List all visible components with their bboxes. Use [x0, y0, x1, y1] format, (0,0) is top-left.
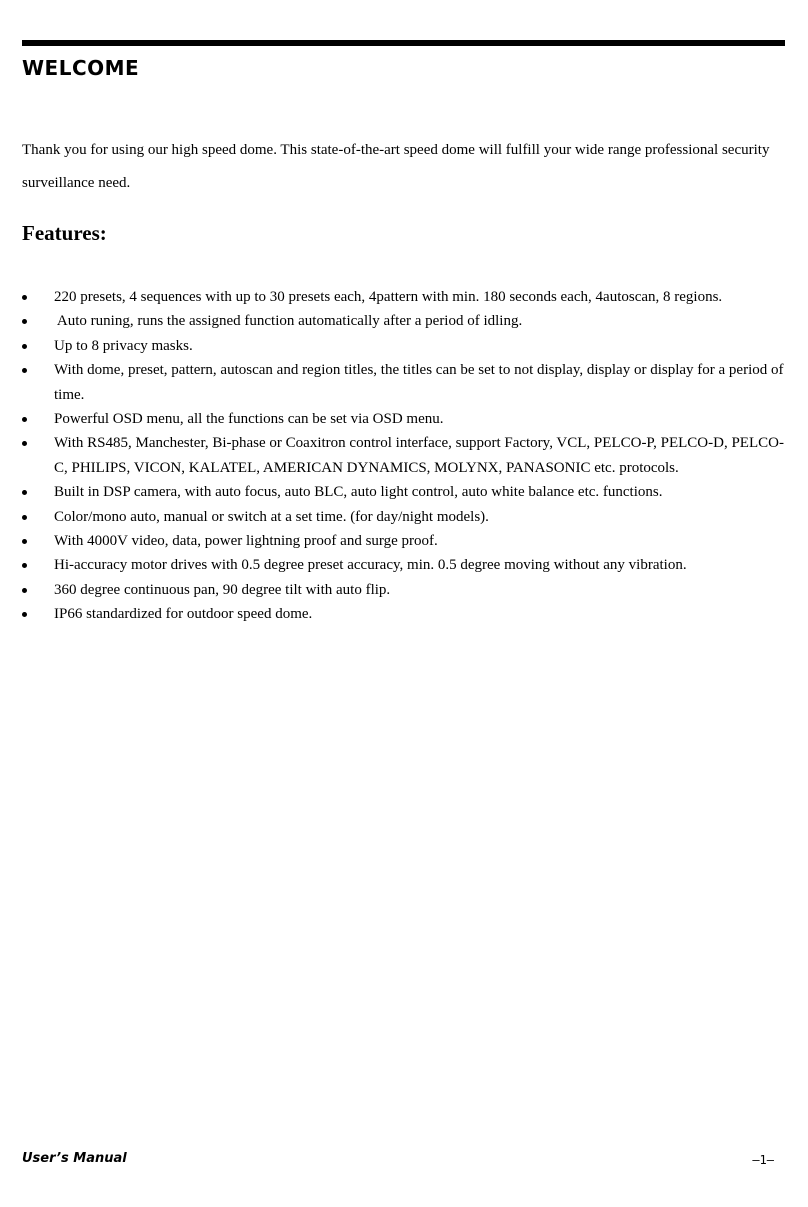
bullet-icon: [22, 417, 27, 422]
bullet-icon: [22, 539, 27, 544]
bullet-icon: [22, 441, 27, 446]
feature-text: IP66 standardized for outdoor speed dome.: [54, 606, 313, 623]
page-number: –1–: [752, 1153, 774, 1167]
feature-text: 360 degree continuous pan, 90 degree tilt with auto flip.: [54, 581, 391, 598]
page-title: WELCOME: [22, 56, 140, 80]
feature-item: [0, 285, 808, 309]
feature-text: Color/mono auto, manual or switch at a set time. (for day/night models).: [54, 508, 489, 525]
feature-item: [0, 358, 808, 407]
bullet-icon: [22, 344, 27, 349]
feature-item: [0, 407, 808, 431]
feature-item: [0, 309, 808, 333]
bullet-icon: [22, 490, 27, 495]
bullet-icon: [22, 563, 27, 568]
feature-text: Built in DSP camera, with auto focus, auto BLC, auto light control, auto white balance etc. functions.: [54, 484, 663, 501]
footer-manual-label: User’s Manual: [22, 1151, 127, 1166]
feature-text: 220 presets, 4 sequences with up to 30 presets each, 4pattern with min. 180 seconds each, 4autoscan, 8 regions.: [54, 289, 723, 305]
feature-text: Powerful OSD menu, all the functions can be set via OSD menu.: [54, 411, 444, 428]
feature-text: Hi-accuracy motor drives with 0.5 degree preset accuracy, min. 0.5 degree moving without any vibration.: [54, 557, 687, 574]
feature-text: Up to 8 privacy masks.: [54, 337, 193, 354]
feature-item: [0, 505, 808, 529]
feature-text: With RS485, Manchester, Bi-phase or Coaxitron control interface, support Factory, VCL, PELCO-P, PELCO-D, PELCO-C, PHILIPS, VICON, KALATEL, AMERICAN DYNAMICS, MOLYNX, PANASONIC etc. protocols.: [54, 435, 784, 476]
feature-item: [0, 431, 808, 480]
bullet-icon: [22, 612, 27, 617]
intro-paragraph: Thank you for using our high speed dome. This state-of-the-art speed dome will fulfill your wide range professional security surveillance need.: [22, 142, 770, 191]
feature-item: [0, 529, 808, 553]
feature-item: [0, 602, 808, 626]
header-rule: [22, 40, 785, 46]
bullet-icon: [22, 515, 27, 520]
feature-text: Auto runing, runs the assigned function automatically after a period of idling.: [54, 313, 523, 330]
feature-text: With 4000V video, data, power lightning proof and surge proof.: [54, 533, 438, 550]
feature-item: [0, 480, 808, 504]
feature-list: [0, 285, 808, 627]
bullet-icon: [22, 588, 27, 593]
bullet-icon: [22, 368, 27, 373]
feature-item: [0, 553, 808, 577]
feature-item: [0, 334, 808, 358]
feature-text: With dome, preset, pattern, autoscan and region titles, the titles can be set to not display, display or display for a period of time.: [54, 362, 784, 403]
features-heading: Features:: [22, 221, 107, 245]
bullet-icon: [22, 319, 27, 324]
feature-item: [0, 578, 808, 602]
bullet-icon: [22, 295, 27, 300]
